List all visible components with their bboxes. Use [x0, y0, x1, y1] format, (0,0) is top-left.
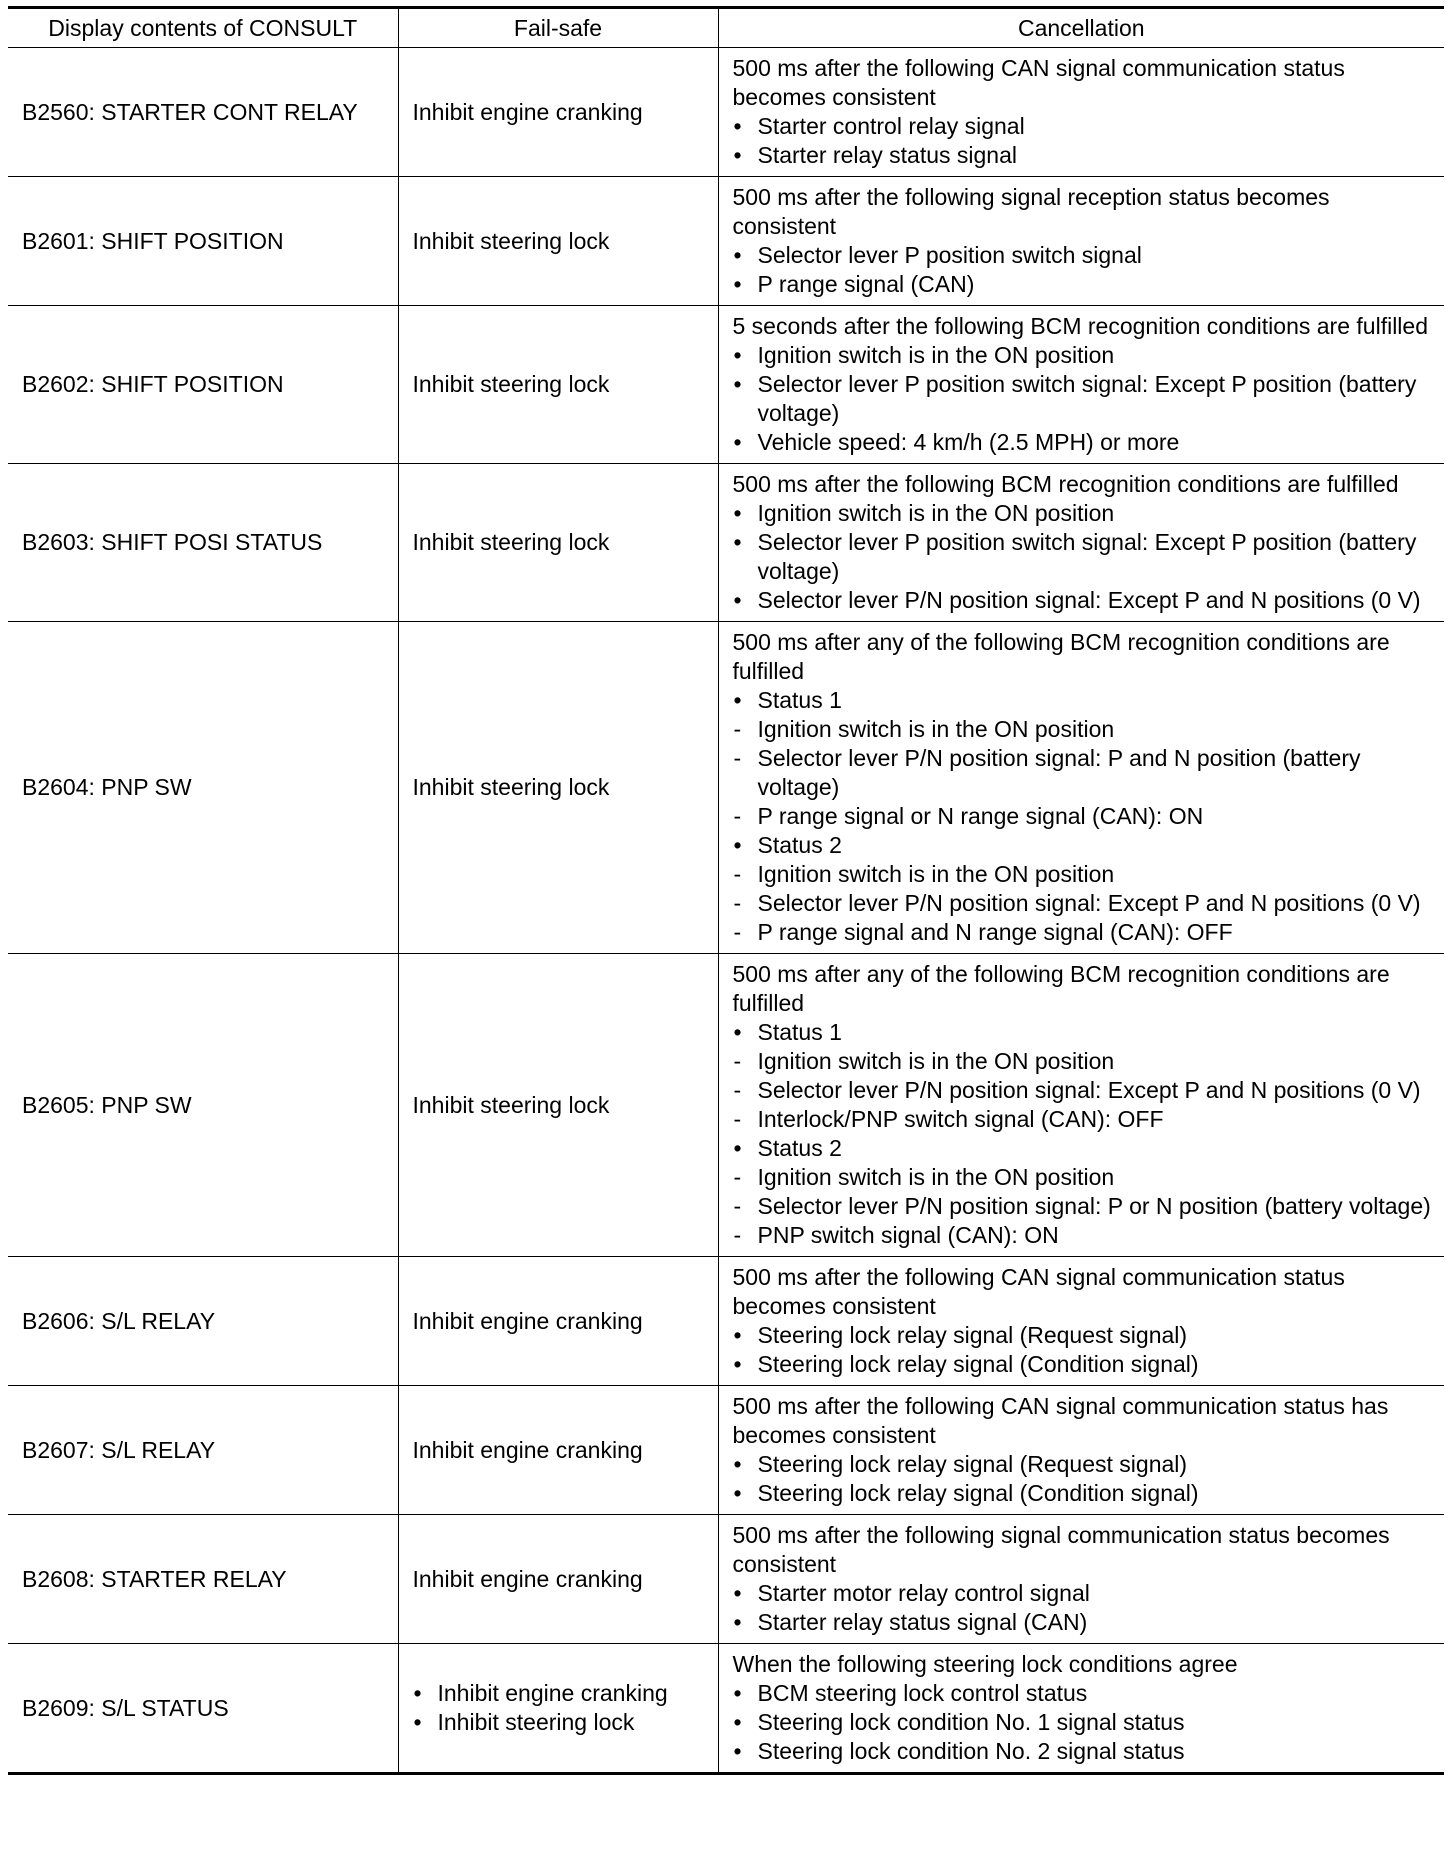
cancellation-item-text: Status 2	[757, 1135, 842, 1161]
cancellation-item-text: P range signal (CAN)	[757, 271, 975, 297]
cancellation-item-text: Status 1	[757, 1019, 842, 1045]
fail-safe-text: Inhibit engine cranking	[412, 1307, 643, 1334]
bullet-mark: •	[733, 687, 742, 713]
cancellation-item	[733, 428, 1437, 457]
cancellation-item	[733, 918, 1437, 947]
fail-safe-cell	[398, 954, 718, 1257]
bullet-mark: •	[733, 587, 742, 613]
table-row	[8, 1644, 1444, 1774]
cancellation-item	[733, 112, 1437, 141]
cancellation-item	[733, 1076, 1437, 1105]
cancellation-item	[733, 802, 1437, 831]
fail-safe-cell	[398, 177, 718, 306]
cancellation-item-text: Ignition switch is in the ON position	[757, 1048, 1115, 1074]
cancellation-item-text: Starter motor relay control signal	[757, 1580, 1090, 1606]
dtc-code-cell: B2602: SHIFT POSITION	[8, 306, 398, 464]
cancellation-item-text: Ignition switch is in the ON position	[757, 716, 1115, 742]
cancellation-intro: 500 ms after the following CAN signal communication status becomes consistent	[732, 1264, 1345, 1319]
cancellation-item-text: Ignition switch is in the ON position	[757, 861, 1115, 887]
cancellation-item	[733, 1018, 1437, 1047]
cancellation-item-text: P range signal or N range signal (CAN): ON	[757, 803, 1204, 829]
cancellation-item	[733, 686, 1437, 715]
cancellation-item	[733, 1105, 1437, 1134]
cancellation-item-text: Selector lever P/N position signal: P or N position (battery voltage)	[757, 1193, 1431, 1219]
fail-safe-cell	[398, 48, 718, 177]
cancellation-item	[733, 270, 1437, 299]
dtc-code-cell: B2607: S/L RELAY	[8, 1386, 398, 1515]
cancellation-item-text: Steering lock relay signal (Request signal)	[757, 1451, 1188, 1477]
dtc-code-cell: B2609: S/L STATUS	[8, 1644, 398, 1774]
cancellation-item-text: Interlock/PNP switch signal (CAN): OFF	[757, 1106, 1164, 1132]
fail-safe-cell	[398, 306, 718, 464]
cancellation-item	[733, 141, 1437, 170]
bullet-mark: •	[733, 1351, 742, 1377]
cancellation-item-text: Selector lever P/N position signal: P and N position (battery voltage)	[757, 745, 1361, 800]
bullet-mark: •	[413, 1680, 422, 1706]
cancellation-intro: 5 seconds after the following BCM recognition conditions are fulfilled	[732, 313, 1428, 339]
cancellation-item-text: Selector lever P position switch signal	[757, 242, 1142, 268]
cancellation-intro: 500 ms after the following signal communication status becomes consistent	[732, 1522, 1390, 1577]
dash-mark: -	[733, 919, 742, 945]
dash-mark: -	[733, 1222, 742, 1248]
table-row	[8, 1257, 1444, 1386]
bullet-mark: •	[733, 371, 742, 397]
cancellation-item-text: Starter relay status signal (CAN)	[757, 1609, 1088, 1635]
bullet-mark: •	[733, 142, 742, 168]
cancellation-item-text: Ignition switch is in the ON position	[757, 1164, 1115, 1190]
bullet-mark: •	[733, 113, 742, 139]
cancellation-cell	[718, 177, 1444, 306]
fail-safe-cell	[398, 464, 718, 622]
dash-mark: -	[733, 716, 742, 742]
cancellation-item-text: Vehicle speed: 4 km/h (2.5 MPH) or more	[757, 429, 1180, 455]
cancellation-item	[733, 889, 1437, 918]
cancellation-item	[733, 1192, 1437, 1221]
fail-safe-text: Inhibit steering lock	[412, 1091, 610, 1118]
cancellation-item-text: PNP switch signal (CAN): ON	[757, 1222, 1059, 1248]
fail-safe-text: Inhibit engine cranking	[412, 1436, 643, 1463]
cancellation-item-text: Steering lock relay signal (Condition signal)	[757, 1480, 1199, 1506]
table-row	[8, 1386, 1444, 1515]
dash-mark: -	[733, 1048, 742, 1074]
dash-mark: -	[733, 890, 742, 916]
cancellation-intro: When the following steering lock conditions agree	[732, 1651, 1238, 1677]
fail-safe-text: Inhibit engine cranking	[412, 98, 643, 125]
table-row	[8, 622, 1444, 954]
cancellation-item-text: Status 1	[757, 687, 842, 713]
fail-safe-cell	[398, 622, 718, 954]
cancellation-cell	[718, 48, 1444, 177]
bullet-mark: •	[733, 1680, 742, 1706]
bullet-mark: •	[733, 242, 742, 268]
cancellation-item	[733, 1134, 1437, 1163]
cancellation-intro: 500 ms after the following BCM recognition conditions are fulfilled	[732, 471, 1399, 497]
cancellation-item-text: Selector lever P position switch signal: Except P position (battery voltage)	[757, 371, 1417, 426]
cancellation-cell	[718, 1515, 1444, 1644]
dtc-code-cell: B2560: STARTER CONT RELAY	[8, 48, 398, 177]
cancellation-item	[733, 1679, 1437, 1708]
dash-mark: -	[733, 1164, 742, 1190]
cancellation-item	[733, 1479, 1437, 1508]
cancellation-intro: 500 ms after the following CAN signal communication status becomes consistent	[732, 55, 1345, 110]
cancellation-item	[733, 1579, 1437, 1608]
cancellation-cell	[718, 1386, 1444, 1515]
header-fail-safe: Fail-safe	[398, 8, 718, 48]
cancellation-item	[733, 586, 1437, 615]
cancellation-item	[733, 1221, 1437, 1250]
table-row	[8, 306, 1444, 464]
cancellation-item-text: P range signal and N range signal (CAN): OFF	[757, 919, 1233, 945]
cancellation-item	[733, 1450, 1437, 1479]
cancellation-item	[733, 1321, 1437, 1350]
cancellation-cell	[718, 1644, 1444, 1774]
cancellation-item-text: Steering lock condition No. 2 signal status	[757, 1738, 1185, 1764]
dtc-code-cell: B2603: SHIFT POSI STATUS	[8, 464, 398, 622]
cancellation-item	[733, 744, 1437, 802]
dtc-code-cell: B2606: S/L RELAY	[8, 1257, 398, 1386]
bullet-mark: •	[733, 1609, 742, 1635]
fail-safe-text: Inhibit steering lock	[412, 529, 610, 555]
bullet-mark: •	[733, 1322, 742, 1348]
cancellation-intro: 500 ms after the following signal reception status becomes consistent	[732, 184, 1330, 239]
cancellation-item-text: Steering lock relay signal (Request signal)	[757, 1322, 1188, 1348]
bullet-mark: •	[733, 1480, 742, 1506]
cancellation-cell	[718, 464, 1444, 622]
cancellation-item	[733, 1737, 1437, 1766]
header-row	[8, 8, 1444, 48]
dtc-code-cell: B2608: STARTER RELAY	[8, 1515, 398, 1644]
cancellation-item-text: Steering lock relay signal (Condition signal)	[757, 1351, 1199, 1377]
cancellation-item-text: Ignition switch is in the ON position	[757, 342, 1115, 368]
table-row	[8, 464, 1444, 622]
cancellation-item	[733, 241, 1437, 270]
bullet-mark: •	[733, 1135, 742, 1161]
cancellation-item-text: BCM steering lock control status	[757, 1680, 1088, 1706]
cancellation-intro: 500 ms after the following CAN signal communication status has becomes consistent	[732, 1393, 1389, 1448]
dtc-code-cell: B2601: SHIFT POSITION	[8, 177, 398, 306]
table-row	[8, 1515, 1444, 1644]
bullet-mark: •	[413, 1709, 422, 1735]
fail-safe-item-text: Inhibit engine cranking	[437, 1680, 668, 1706]
dash-mark: -	[733, 1106, 742, 1132]
fail-safe-cell	[398, 1386, 718, 1515]
bullet-mark: •	[733, 271, 742, 297]
cancellation-item-text: Selector lever P/N position signal: Except P and N positions (0 V)	[757, 890, 1421, 916]
cancellation-item	[733, 715, 1437, 744]
cancellation-item	[733, 1047, 1437, 1076]
fail-safe-item	[413, 1679, 704, 1708]
fail-safe-cell	[398, 1515, 718, 1644]
fail-safe-cell	[398, 1644, 718, 1774]
fail-safe-table	[8, 6, 1444, 1775]
dash-mark: -	[733, 861, 742, 887]
cancellation-item-text: Status 2	[757, 832, 842, 858]
cancellation-item	[733, 499, 1437, 528]
dash-mark: -	[733, 745, 742, 771]
bullet-mark: •	[733, 1738, 742, 1764]
cancellation-intro: 500 ms after any of the following BCM recognition conditions are fulfilled	[732, 629, 1390, 684]
cancellation-item-text: Ignition switch is in the ON position	[757, 500, 1115, 526]
cancellation-item	[733, 1163, 1437, 1192]
cancellation-item	[733, 1608, 1437, 1637]
cancellation-item	[733, 1708, 1437, 1737]
dash-mark: -	[733, 1193, 742, 1219]
table-row	[8, 954, 1444, 1257]
dash-mark: -	[733, 803, 742, 829]
cancellation-intro: 500 ms after any of the following BCM recognition conditions are fulfilled	[732, 961, 1390, 1016]
fail-safe-item-text: Inhibit steering lock	[437, 1709, 635, 1735]
fail-safe-item	[413, 1708, 704, 1737]
table-row	[8, 177, 1444, 306]
dtc-code-cell: B2604: PNP SW	[8, 622, 398, 954]
bullet-mark: •	[733, 342, 742, 368]
cancellation-cell	[718, 1257, 1444, 1386]
cancellation-cell	[718, 954, 1444, 1257]
bullet-mark: •	[733, 1451, 742, 1477]
cancellation-item	[733, 528, 1437, 586]
fail-safe-text: Inhibit engine cranking	[412, 1565, 643, 1592]
bullet-mark: •	[733, 500, 742, 526]
cancellation-item-text: Selector lever P/N position signal: Except P and N positions (0 V)	[757, 1077, 1421, 1103]
bullet-mark: •	[733, 529, 742, 555]
cancellation-item	[733, 860, 1437, 889]
fail-safe-text: Inhibit steering lock	[412, 774, 610, 800]
header-display-contents: Display contents of CONSULT	[8, 8, 398, 48]
bullet-mark: •	[733, 832, 742, 858]
cancellation-item-text: Steering lock condition No. 1 signal status	[757, 1709, 1185, 1735]
cancellation-cell	[718, 306, 1444, 464]
cancellation-cell	[718, 622, 1444, 954]
cancellation-item	[733, 341, 1437, 370]
header-cancellation: Cancellation	[718, 8, 1444, 48]
cancellation-item	[733, 831, 1437, 860]
cancellation-item-text: Selector lever P position switch signal: Except P position (battery voltage)	[757, 529, 1417, 584]
table-row	[8, 48, 1444, 177]
bullet-mark: •	[733, 1580, 742, 1606]
fail-safe-text: Inhibit steering lock	[412, 371, 610, 397]
dash-mark: -	[733, 1077, 742, 1103]
fail-safe-cell	[398, 1257, 718, 1386]
cancellation-item-text: Starter relay status signal	[757, 142, 1018, 168]
cancellation-item	[733, 1350, 1437, 1379]
dtc-code-cell: B2605: PNP SW	[8, 954, 398, 1257]
cancellation-item-text: Selector lever P/N position signal: Except P and N positions (0 V)	[757, 587, 1421, 613]
cancellation-item	[733, 370, 1437, 428]
bullet-mark: •	[733, 429, 742, 455]
bullet-mark: •	[733, 1709, 742, 1735]
bullet-mark: •	[733, 1019, 742, 1045]
fail-safe-text: Inhibit steering lock	[412, 227, 610, 254]
cancellation-item-text: Starter control relay signal	[757, 113, 1025, 139]
